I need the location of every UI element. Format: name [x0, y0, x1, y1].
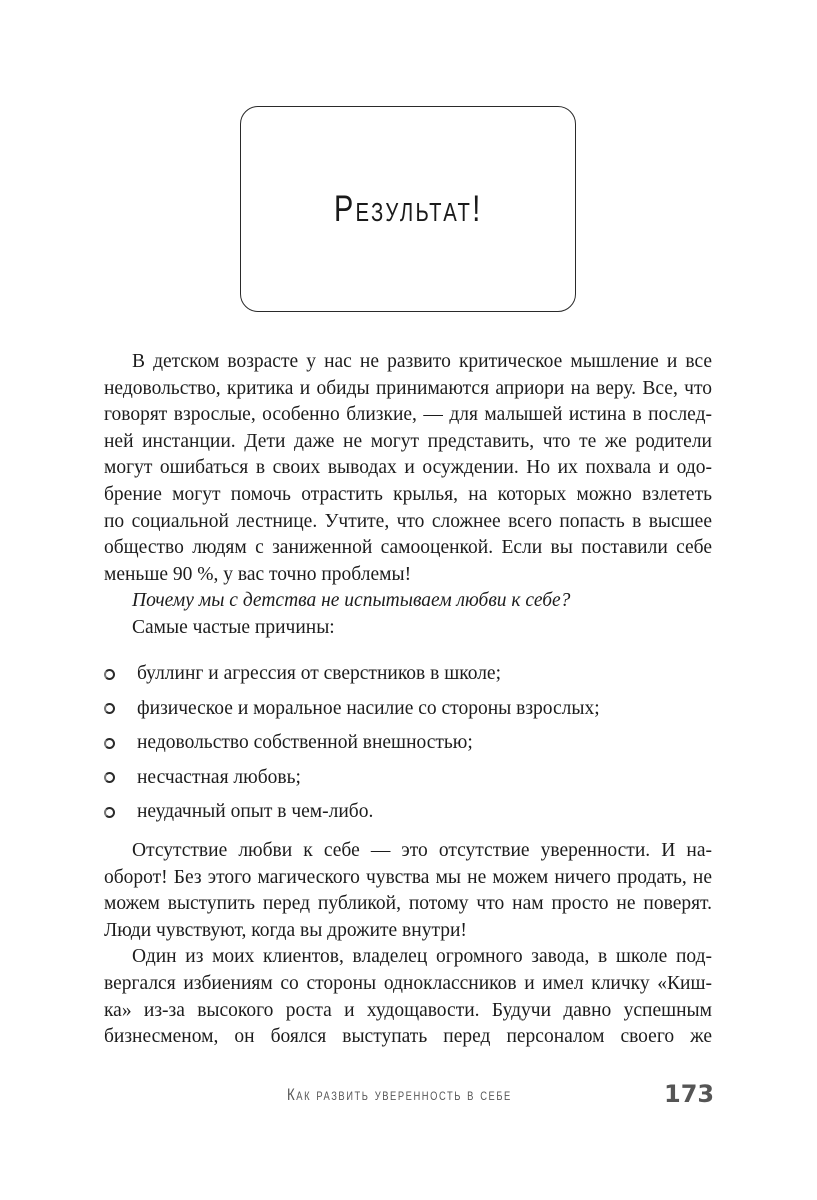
circle-bullet-icon — [104, 738, 115, 749]
list-item — [104, 761, 712, 796]
paragraph1-line: общество людям с заниженной самооценкой. Если вы поставили себе — [104, 537, 712, 559]
circle-bullet-icon — [104, 772, 115, 783]
chapter-title-box — [240, 106, 576, 312]
paragraph1-line: недовольство, критика и обиды принимаются априори на веру. Все, что — [104, 377, 712, 399]
paragraph2-line: можем выступить перед публикой, потому что нам просто не поверят. — [104, 893, 712, 915]
paragraph1-line: меньше 90 %, у вас точно проблемы! — [104, 563, 412, 585]
circle-bullet-icon — [104, 669, 115, 680]
circle-bullet-icon — [104, 703, 115, 714]
paragraph2-line: Люди чувствуют, когда вы дрожите внутри! — [104, 919, 467, 941]
paragraph3-line: вергался избиениям со стороны одноклассников и имел кличку «Киш- — [104, 972, 712, 994]
list-item-text: неудачный опыт в чем-либо. — [137, 801, 374, 823]
paragraph2-line: оборот! Без этого магического чувства мы не можем ничего продать, не — [104, 866, 712, 888]
paragraph3-line: ка» из-за высокого роста и худощавости. Будучи давно успешным — [104, 999, 712, 1021]
circle-bullet-icon — [104, 807, 115, 818]
chapter-title: Результат! — [333, 188, 483, 229]
paragraph3-line: Один из моих клиентов, владелец огромного завода, в школе под- — [132, 946, 712, 968]
paragraph2-line: Отсутствие любви к себе — это отсутствие уверенности. И на- — [132, 840, 712, 861]
paragraph1-line: говорят взрослые, особенно близкие, — для малышей истина в послед- — [104, 404, 712, 426]
list-item — [104, 657, 712, 692]
paragraph1-line: по социальной лестнице. Учтите, что сложнее всего попасть в высшее — [104, 510, 712, 532]
paragraph1-line: В детском возрасте у нас не развито критическое мышление и все — [132, 351, 712, 372]
reasons-intro: Самые частые причины: — [132, 616, 335, 638]
list-item — [104, 692, 712, 727]
list-item-text: несчастная любовь; — [137, 766, 301, 788]
running-footer-title: Как развить уверенность в себе — [287, 1085, 512, 1104]
page-number: 173 — [664, 1080, 715, 1108]
list-item-text: физическое и моральное насилие со стороны взрослых; — [137, 697, 600, 719]
reasons-list — [104, 657, 712, 830]
list-item-text: недовольство собственной внешностью; — [137, 732, 473, 754]
list-item — [104, 726, 712, 761]
body-text-bottom — [104, 838, 712, 1051]
question-line: Почему мы с детства не испытываем любви к себе? — [132, 590, 571, 612]
paragraph1-line: могут ошибаться в своих выводах и осуждении. Но их похвала и одо- — [104, 457, 712, 479]
body-text-top — [104, 349, 712, 642]
list-item — [104, 795, 712, 830]
paragraph3-line: бизнесменом, он боялся выступать перед персоналом своего же — [104, 1026, 712, 1048]
paragraph1-line: ней инстанции. Дети даже не могут представить, что те же родители — [104, 430, 712, 452]
paragraph1-line: брение могут помочь отрастить крылья, на которых можно взлететь — [104, 483, 712, 505]
list-item-text: буллинг и агрессия от сверстников в школе; — [137, 663, 502, 685]
